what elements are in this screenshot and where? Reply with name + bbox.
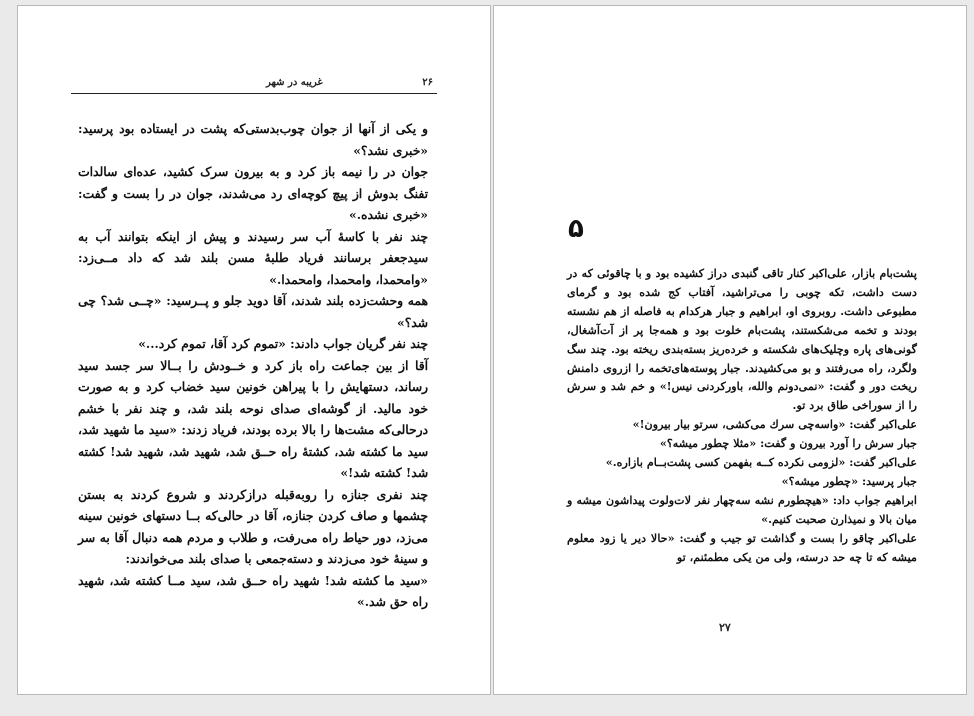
paragraph: علی‌اکبر گفت: «لزومی نکرده کــه بفهمن کسی پشت‌بــام بازاره.»: [605, 455, 917, 470]
running-head: [71, 75, 437, 94]
paragraph: چند نفر گریان جواب دادند: «تموم کرد آقا، تموم کرد...»: [138, 336, 428, 351]
left-page: [17, 5, 491, 695]
paragraph: چند نفری جنازه را روبه‌قبله درازکردند و شروع کردند به بستن چشمها و صاف کردن جنازه، آقا در حالی‌که بــا دستهای خونین سینه می‌زد، دور حیاط راه می‌رفت، و طلاب و مردم همه دنبال آقا به سر و سینهٔ خود می‌زدند و دسته‌جمعی با صدای بلند می‌خواندند:: [78, 486, 428, 566]
paragraph: آقا از بین جماعت راه باز کرد و خــودش را بــالا سر جسد سید رساند، دستهایش را با پیراهن خونین سید خضاب کرد و به صورت خود مالید. از گوشه‌ای صدای نوحه بلند شد، و چند نفر با خشم درحالی‌که مشت‌ها را بالا برده بودند، فریاد زدند: «سید ما شهید شد، سید ما کشته شد، کشتهٔ راه حــق شد، شهید شد، شهید شد! کشته شد! کشته شد!»: [78, 357, 428, 480]
page-number: ۲۷: [719, 621, 731, 634]
paragraph: پشت‌بام بازار، علی‌اکبر کنار تاقی گنبدی دراز کشیده بود و با چاقوئی که در دست داشت، تکه چوبی را می‌تراشید، آفتاب کج شده بود و گرمای مطبوعی داشت. روبروی او، ابراهیم و جبار هرکدام به فاصله از هم نشسته بودند و تخمه می‌شکستند، پشت‌بام خلوت بود و همه‌جا پر از آت‌آشغال، گونی‌های پاره وچلیک‌های شکسته و خرده‌ریز بسته‌بندی ریخته بود. چند سگ ولگرد، راه می‌رفتند و بو می‌کشیدند. جبار پوسته‌های‌تخمه را ازروی دامنش ریخت دور و گفت: «نمی‌دونم والله، باورکردنی نیس!» و خم شد و سرش را از سوراخی طاق برد تو.: [567, 266, 917, 413]
chapter-number: ۵: [568, 214, 584, 244]
paragraph: علی‌اکبر گفت: «واسه‌چی سرك می‌کشی، سرتو بیار بیرون!»: [632, 417, 917, 432]
right-page: [493, 5, 967, 695]
paragraph: و یکی از آنها از جوان چوب‌بدستی‌که پشت در ایستاده بود پرسید: «خبری نشد؟»: [78, 121, 428, 158]
paragraph: همه وحشت‌زده بلند شدند، آقا دوید جلو و پــرسید: «چــی شد؟ چی شد؟»: [78, 293, 428, 330]
paragraph: جوان در را نیمه باز کرد و به بیرون سرک کشید، عده‌ای سالدات تفنگ بدوش از پیچ کوچه‌ای رد می‌شدند، جوان در را بست و گفت: «خبری نشده.»: [78, 164, 428, 222]
paragraph: علی‌اکبر چاقو را بست و گذاشت تو جیب و گفت: «حالا دیر یا زود معلوم میشه که تا چه حد درسته، ولی من یکی مطمئنم، تو: [567, 530, 917, 564]
paragraph: جبار سرش را آورد بیرون و گفت: «مثلا چطور میشه؟»: [659, 436, 917, 451]
left-body-text: [78, 118, 428, 613]
page-number: ۲۶: [422, 77, 433, 88]
right-body-text: [567, 264, 917, 567]
running-title: غریبه در شهر: [266, 77, 323, 88]
paragraph: چند نفر با کاسهٔ آب سر رسیدند و پیش از اینکه بتوانند آب به سیدجعفر برسانند فریاد طلبهٔ مسن بلند شد که داد مــی‌زد: «وامحمدا، وامحمدا، وامحمدا.»: [78, 228, 428, 287]
paragraph: ابراهیم جواب داد: «هیچطورم نشه سه‌چهار نفر لات‌ولوت پیداشون میشه و میان بالا و نمیذارن صحبت کنیم.»: [567, 492, 917, 526]
paragraph: «سید ما کشته شد! شهید راه حــق شد، سید مــا کشته شد، شهید راه حق شد.»: [78, 572, 428, 609]
paragraph: جبار پرسید: «چطور میشه؟»: [781, 473, 917, 488]
